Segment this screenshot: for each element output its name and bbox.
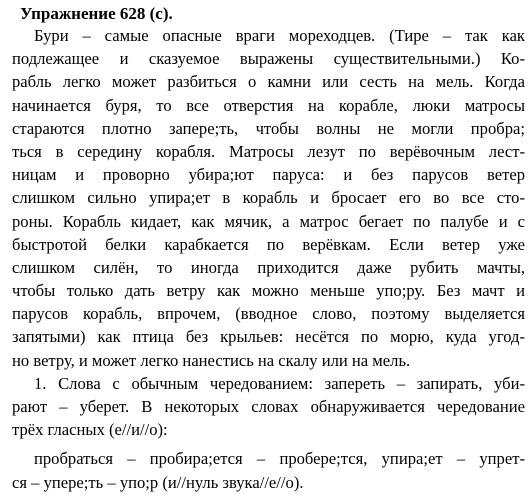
exercise-main-text xyxy=(12,24,523,372)
text-line: Бури – самые опасные враги мореходцев. (Тире – так как xyxy=(34,26,525,45)
text-line: ться в середину корабля. Матросы лезут по верёвочным лест- xyxy=(12,141,525,161)
text-line: подлежащее и сказуемое выражены существительными.) Ко- xyxy=(12,49,525,69)
text-line: рабль легко может разбиться о камни или сесть на мель. Когда xyxy=(12,72,525,92)
text-line: но ветру, и может легко нанестись на скалу или на мель. xyxy=(12,350,411,370)
text-line: рают – уберет. В некоторых словах обнаруживается чередование xyxy=(12,397,525,416)
text-line: быстротой белки карабкается по верёвкам. Если ветер уже xyxy=(12,234,525,254)
text-line: пробраться – пробира;ется – пробере;тся, упира;ет – упрет- xyxy=(34,449,525,469)
text-line: начинается буря, то все отверстия на корабле, люки матросы xyxy=(12,95,525,115)
text-line: ся – упере;ть – упо;р (и//нуль звука//е//о). xyxy=(12,472,304,492)
text-line: 1. Слова с обычным чередованием: запереть – запирать, уби- xyxy=(34,373,525,393)
exercise-analysis-text xyxy=(12,372,523,442)
text-line: запятыми) как птица без крыльев: несётся по морю, куда угод- xyxy=(12,327,525,347)
text-line: слишком силён, то иногда приходится даже рубить мачты, xyxy=(12,257,525,277)
text-line: трёх гласных (е//и//о): xyxy=(12,420,168,440)
exercise-heading: Упражнение 628 (с). xyxy=(20,4,173,23)
text-line: чтобы только дать ветру как можно меньше упо;ру. Без мачт и xyxy=(12,281,525,301)
text-line: слишком сильно упира;ет в корабль и бросает его во все сто- xyxy=(12,188,525,208)
text-line: ницам и проворно убира;ют паруса: и без парусов ветер xyxy=(12,165,525,185)
text-line: парусов корабль, впрочем, (вводное слово, поэтому выделяется xyxy=(12,304,525,324)
exercise-word-examples xyxy=(12,447,523,493)
text-line: стараются плотно запере;ть, чтобы волны не могли пробра; xyxy=(12,118,525,138)
text-line: роны. Корабль кидает, как мячик, а матрос бегает по палубе и с xyxy=(12,211,525,231)
